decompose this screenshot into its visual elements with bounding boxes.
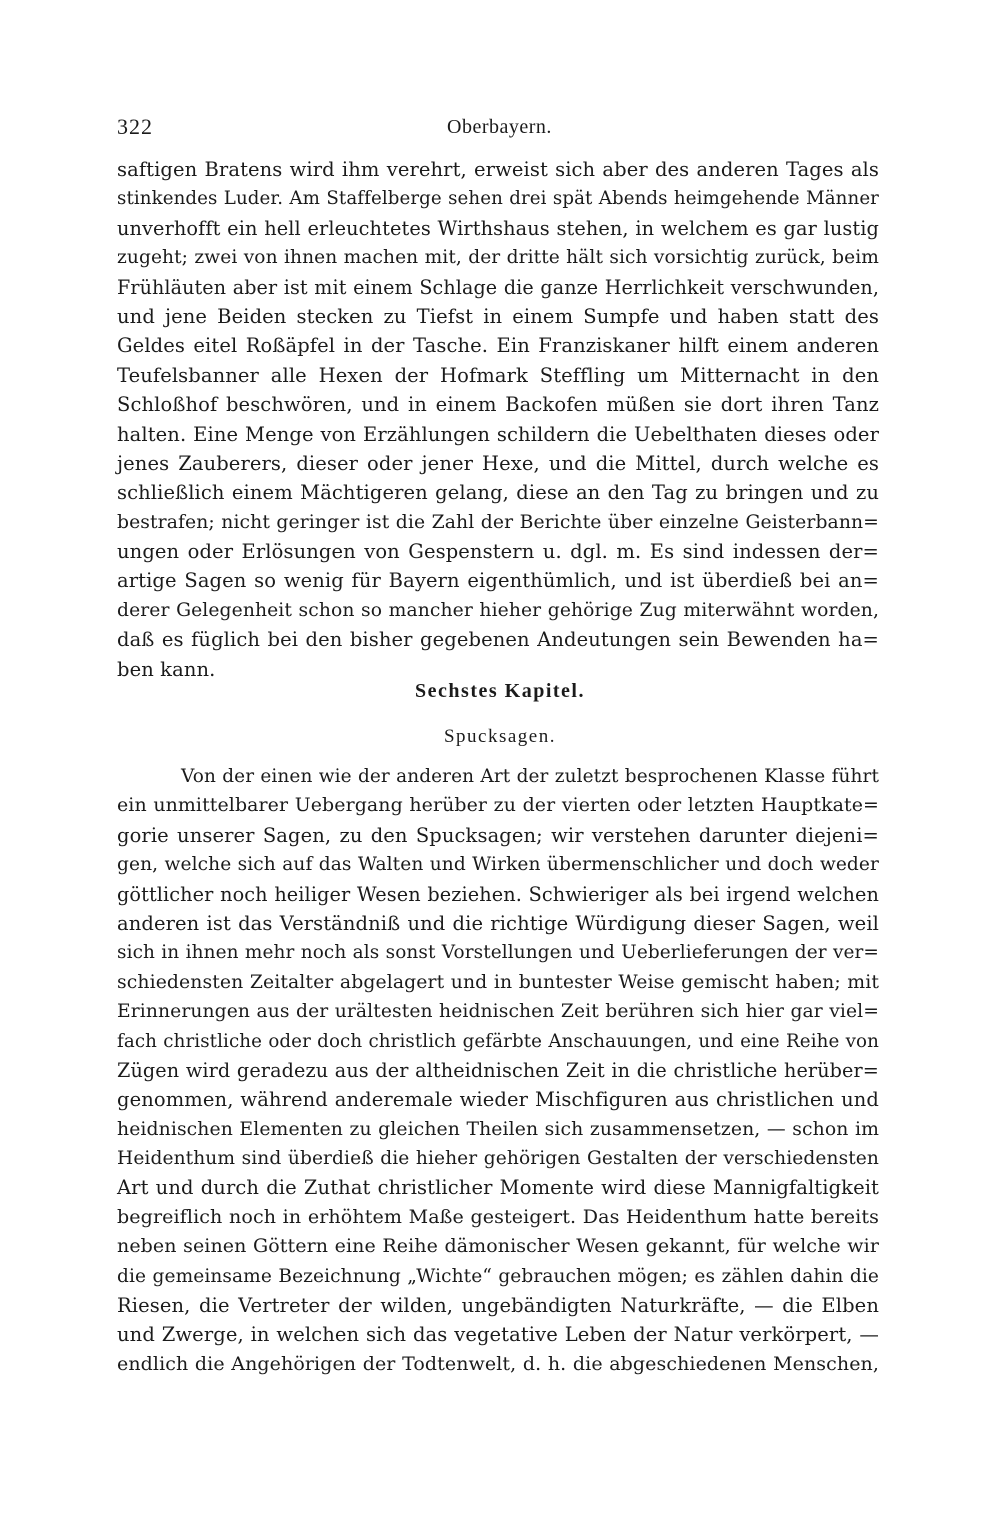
text-line: saftigen Bratens wird ihm verehrt, erweist sich aber des anderen Tages als (117, 158, 879, 181)
text-line: derer Gelegenheit schon so mancher hieher gehörige Zug miterwähnt worden, (117, 599, 879, 621)
text-line: schließlich einem Mächtigeren gelang, diese an den Tag zu bringen und zu (117, 481, 879, 505)
text-line: Heidenthum sind überdieß die hieher gehörigen Gestalten der verschiedensten (117, 1148, 879, 1170)
paragraph-spucksagen (117, 762, 879, 1379)
text-line: artige Sagen so wenig für Bayern eigenthümlich, und ist überdieß bei an= (117, 569, 879, 593)
text-line: stinkendes Luder. Am Staffelberge sehen drei spät Abends heimgehende Männer (117, 188, 879, 210)
text-line: sich in ihnen mehr noch als sonst Vorstellungen und Ueberlieferungen der ver= (117, 942, 879, 964)
page-number: 322 (117, 114, 153, 139)
text-line: und Zwerge, in welchen sich das vegetative Leben der Natur verkörpert, — (117, 1323, 879, 1347)
text-line: endlich die Angehörigen der Todtenwelt, d. h. die abgeschiedenen Menschen, (117, 1352, 879, 1375)
text-line: göttlicher noch heiliger Wesen beziehen. Schwieriger als bei irgend welchen (117, 882, 879, 906)
text-line: Frühläuten aber ist mit einem Schlage die ganze Herrlichkeit verschwunden, (117, 275, 879, 299)
text-line: Geldes eitel Roßäpfel in der Tasche. Ein Franziskaner hilft einem anderen (117, 334, 879, 358)
text-line: gen, welche sich auf das Walten und Wirken übermenschlicher und doch weder (117, 854, 879, 876)
text-line: fach christliche oder doch christlich gefärbte Anschauungen, und eine Reihe von (117, 1030, 879, 1052)
paragraph-continued (117, 155, 879, 684)
text-line: gorie unserer Sagen, zu den Spucksagen; wir verstehen darunter diejeni= (117, 823, 879, 847)
text-line: Von der einen wie der anderen Art der zuletzt besprochenen Klasse führt (181, 766, 879, 787)
text-line: ungen oder Erlösungen von Gespenstern u. dgl. m. Es sind indessen der= (117, 540, 879, 564)
text-line: jenes Zauberers, dieser oder jener Hexe, und die Mittel, durch welche es (117, 451, 879, 475)
chapter-heading: Sechstes Kapitel. (415, 680, 585, 702)
text-line: anderen ist das Verständniß und die richtige Würdigung dieser Sagen, weil (117, 911, 879, 935)
section-heading: Spucksagen. (443, 726, 556, 747)
text-line: Teufelsbanner alle Hexen der Hofmark Steffling um Mitternacht in den (117, 363, 879, 387)
text-line: ben kann. (117, 657, 216, 681)
text-line: bestrafen; nicht geringer ist die Zahl der Berichte über einzelne Geisterbann= (117, 511, 879, 533)
text-line: Erinnerungen aus der urältesten heidnischen Zeit berühren sich hier gar viel= (117, 1001, 879, 1023)
text-line: und jene Beiden stecken zu Tiefst in einem Sumpfe und haben statt des (117, 304, 879, 328)
text-line: zugeht; zwei von ihnen machen mit, der dritte hält sich vorsichtig zurück, beim (117, 247, 879, 269)
text-line: schiedensten Zeitalter abgelagert und in buntester Weise gemischt haben; mit (117, 971, 879, 993)
text-line: genommen, während anderemale wieder Mischfiguren aus christlichen und (117, 1088, 879, 1112)
text-line: unverhofft ein hell erleuchtetes Wirthshaus stehen, in welchem es gar lustig (117, 216, 879, 240)
page-header (117, 114, 887, 144)
text-line: Zügen wird geradezu aus der altheidnischen Zeit in die christliche herüber= (117, 1058, 879, 1082)
text-line: heidnischen Elementen zu gleichen Theilen sich zusammensetzen, — schon im (117, 1118, 879, 1140)
text-line: die gemeinsame Bezeichnung „Wichte“ gebrauchen mögen; es zählen dahin die (117, 1265, 879, 1287)
text-line: daß es füglich bei den bisher gegebenen Andeutungen sein Bewenden ha= (117, 628, 879, 652)
text-line: ein unmittelbarer Uebergang herüber zu der vierten oder letzten Hauptkate= (117, 794, 879, 817)
text-line: begreiflich noch in erhöhtem Maße gesteigert. Das Heidenthum hatte bereits (117, 1205, 879, 1228)
text-line: Schloßhof beschwören, und in einem Backofen müßen sie dort ihren Tanz (117, 393, 879, 417)
text-line: neben seinen Göttern eine Reihe dämonischer Wesen gekannt, für welche wir (117, 1235, 879, 1258)
text-line: halten. Eine Menge von Erzählungen schildern die Uebelthaten dieses oder (117, 422, 879, 446)
text-line: Art und durch die Zuthat christlicher Momente wird diese Mannigfaltigkeit (117, 1176, 879, 1200)
running-head: Oberbayern. (447, 116, 552, 138)
text-line: Riesen, die Vertreter der wilden, ungebändigten Naturkräfte, — die Elben (117, 1294, 879, 1318)
